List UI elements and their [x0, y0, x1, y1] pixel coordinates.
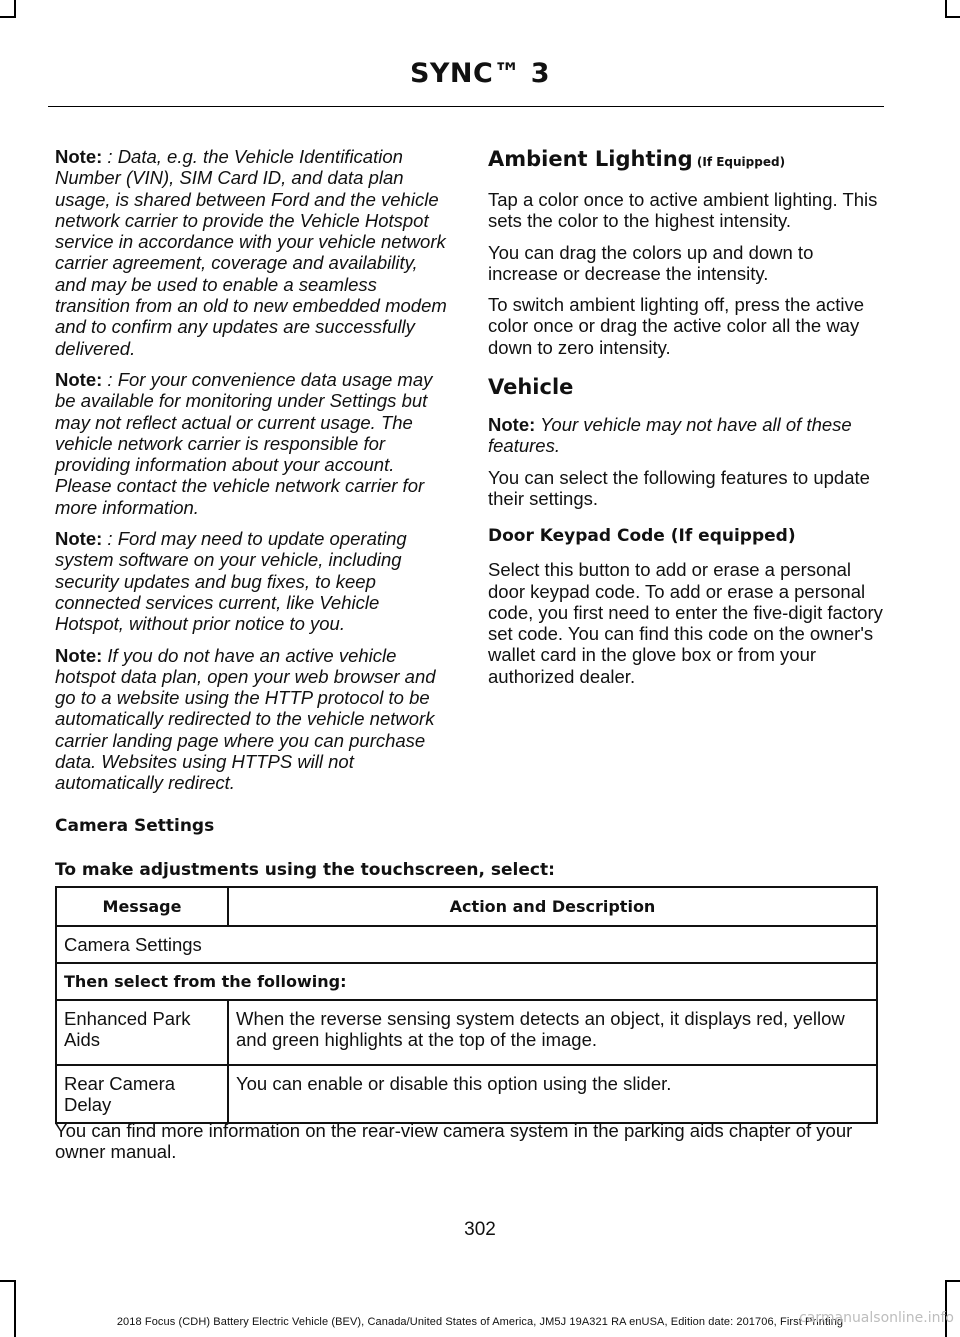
door-keypad-paragraph: Select this button to add or erase a personal door keypad code. To add or erase a personal code, you first need to enter the five-digit factory set code. You can find this code on the owner's wallet card in the glove box or from your authorized dealer.	[488, 559, 883, 687]
table-row	[56, 926, 877, 963]
ambient-paragraph: Tap a color once to active ambient lighting. This sets the color to the highest intensity.	[488, 189, 878, 232]
note-text: : Data, e.g. the Vehicle Identification Number (VIN), SIM Card ID, and data plan usage, is shared between Ford and the vehicle network carrier to provide the Vehicle Hotspot service in accordance with your vehicle network carrier agreement, coverage and availability, and may be used to enable a seamless transition from an old to new embedded modem and to confirm any updates are successfully delivered.	[55, 146, 447, 359]
table-row	[56, 963, 877, 1000]
camera-settings-heading: Camera Settings	[55, 816, 215, 836]
crop-mark	[14, 1280, 16, 1337]
ambient-heading-text: Ambient Lighting	[488, 147, 693, 171]
table-cell-message: Rear Camera Delay	[56, 1065, 228, 1123]
page-number: 302	[464, 1219, 496, 1240]
note-text: If you do not have an active vehicle hotspot data plan, open your web browser and go to a website using the HTTP protocol to be automatically redirected to the vehicle network carrier landing page where you can purchase data. Websites using HTTPS will not automatically redirect.	[55, 644, 436, 794]
edition-footer: 2018 Focus (CDH) Battery Electric Vehicle (BEV), Canada/United States of America, JM5J 19A321 RA enUSA, Edition date: 201706, First Printing	[116, 1316, 844, 1328]
ambient-paragraph: To switch ambient lighting off, press the active color once or drag the active color all the way down to zero intensity.	[488, 294, 865, 358]
column-header-action: Action and Description	[228, 887, 877, 926]
crop-mark	[945, 1280, 947, 1337]
note-label: Note:	[55, 368, 103, 390]
note-label: Note:	[55, 146, 103, 167]
table-header-row	[56, 887, 877, 926]
note-label: Note:	[55, 644, 103, 666]
right-column	[488, 146, 883, 697]
table-cell: Then select from the following:	[56, 963, 877, 1000]
note-paragraph	[55, 528, 450, 634]
table-row	[56, 1065, 877, 1123]
column-header-message: Message	[56, 887, 228, 926]
note-text: Your vehicle may not have all of these features.	[488, 414, 852, 457]
table-row	[56, 1000, 877, 1065]
note-paragraph	[55, 645, 450, 794]
note-label: Note:	[55, 528, 103, 550]
camera-instruction: To make adjustments using the touchscreen, select:	[55, 860, 555, 880]
ambient-heading-sub: (If Equipped)	[692, 155, 786, 169]
left-column	[55, 146, 450, 804]
header-rule	[48, 106, 884, 107]
note-text: : Ford may need to update operating system software on your vehicle, including security updates and bug fixes, to keep connected services current, like Vehicle Hotspot, without prior notice to you.	[55, 528, 407, 635]
vehicle-heading: Vehicle	[488, 375, 574, 400]
note-label: Note:	[488, 414, 536, 436]
door-keypad-heading: Door Keypad Code (If equipped)	[488, 526, 796, 547]
crop-mark	[945, 1280, 960, 1282]
table-cell-message: Enhanced Park Aids	[56, 1000, 228, 1065]
note-paragraph	[55, 369, 450, 518]
table-cell-action: You can enable or disable this option using the slider.	[228, 1065, 877, 1123]
note-paragraph	[55, 146, 450, 359]
watermark: carmanualsonline.info	[799, 1310, 954, 1326]
crop-mark	[0, 1280, 16, 1282]
camera-settings-table	[55, 886, 878, 1124]
camera-footnote: You can find more information on the rear-view camera system in the parking aids chapter of your owner manual.	[55, 1120, 853, 1163]
crop-mark	[945, 16, 960, 18]
table-cell-action: When the reverse sensing system detects an object, it displays red, yellow and green highlights at the top of the image.	[228, 1000, 877, 1065]
ambient-paragraph: You can drag the colors up and down to increase or decrease the intensity.	[488, 241, 814, 284]
table-cell: Camera Settings	[56, 926, 877, 963]
page-header-title: SYNC™ 3	[409, 58, 551, 89]
ambient-lighting-heading	[488, 146, 883, 175]
note-text: : For your convenience data usage may be available for monitoring under Settings but may not reflect actual or current usage. The vehicle network carrier is responsible for providing information about your account. Please contact the vehicle network carrier for more information.	[55, 368, 433, 518]
vehicle-paragraph: You can select the following features to update their settings.	[488, 466, 870, 509]
vehicle-note	[488, 414, 883, 457]
crop-mark	[0, 16, 16, 18]
